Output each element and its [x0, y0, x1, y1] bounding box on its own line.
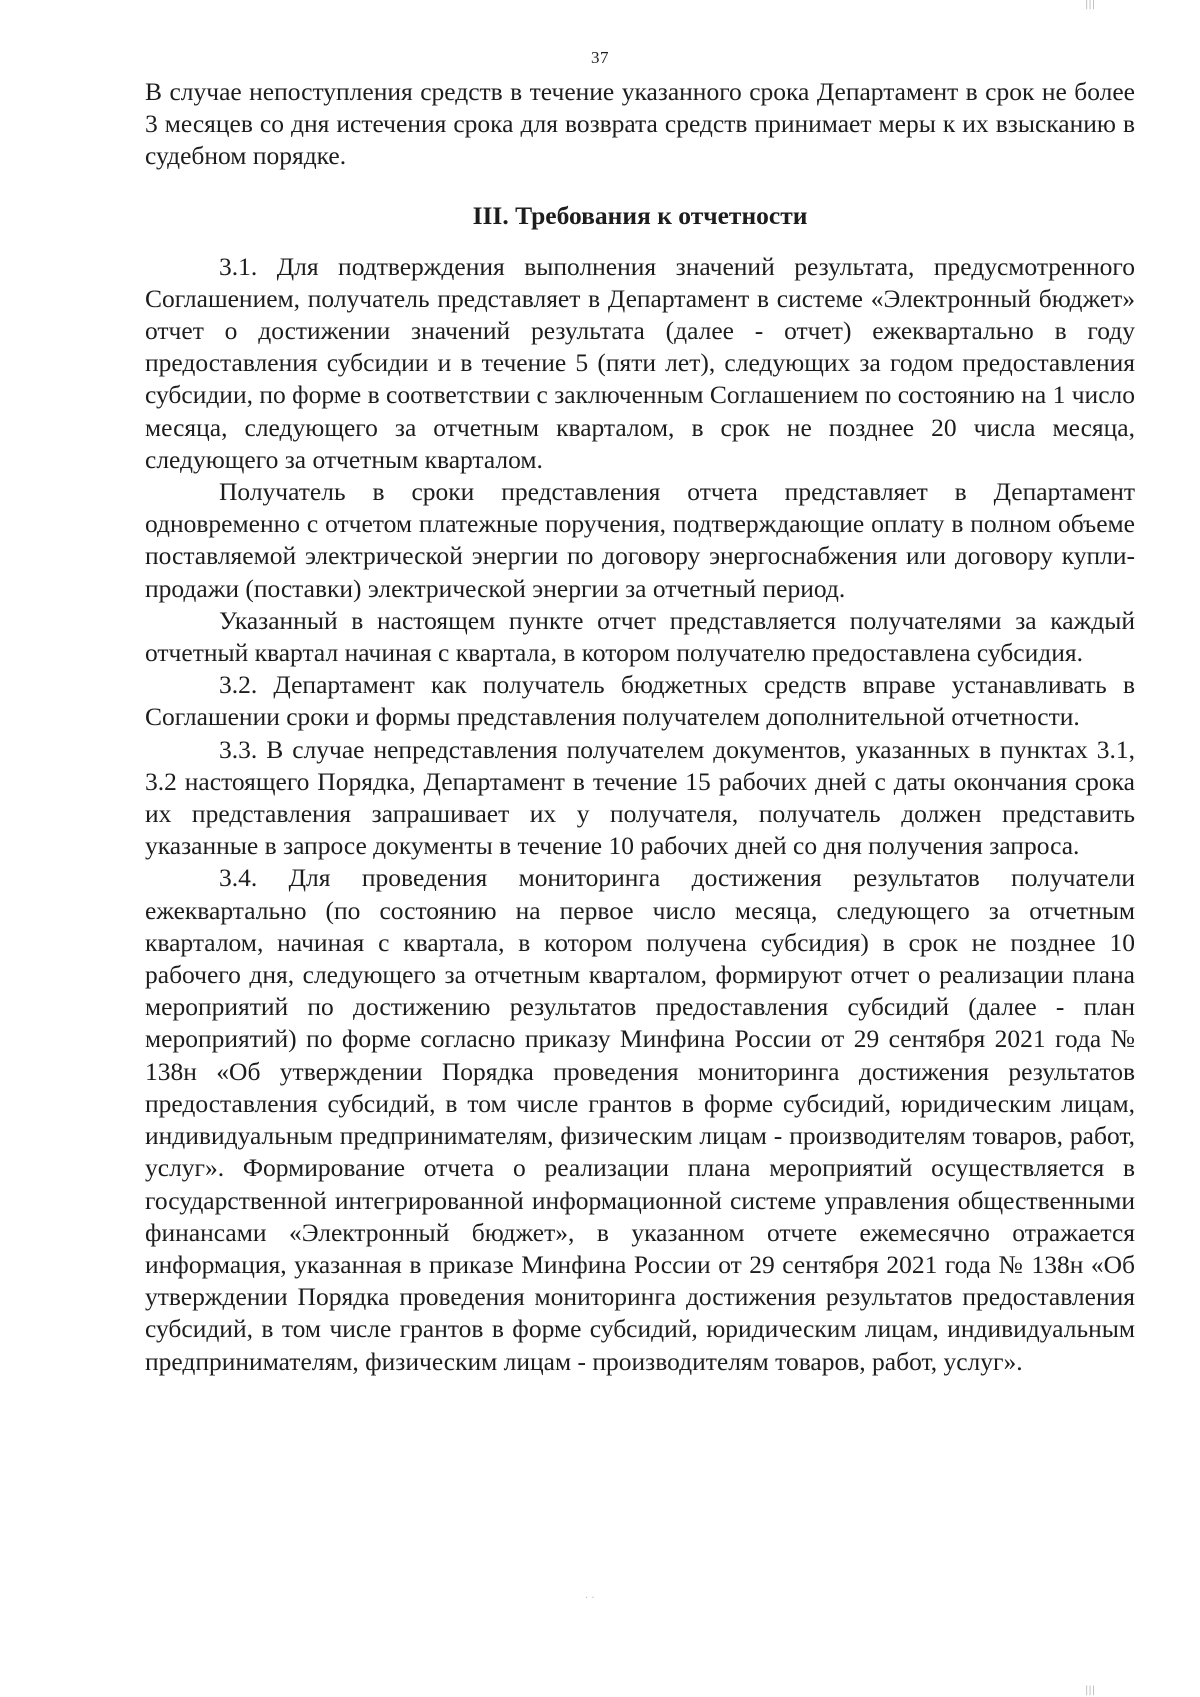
scan-artifact-center: · · [585, 1593, 595, 1604]
section-heading: III. Требования к отчетности [472, 200, 808, 230]
scan-artifact-top-right: ||| [1085, 0, 1096, 10]
paragraph-3-4: 3.4. Для проведения мониторинга достижения результатов получатели ежеквартально (по состоянию на первое число месяца, следующего за отчетным кварталом, начиная с квартала, в котором получена субсидия) в срок не позднее 10 рабочего дня, следующего за отчетным кварталом, формируют отчет о реализации плана мероприятий по достижению результатов предоставления субсидий (далее - план мероприятий) по форме согласно приказу Минфина России от 29 сентября 2021 года № 138н «Об утверждении Порядка проведения мониторинга достижения результатов предоставления субсидий, в том числе грантов в форме субсидий, юридическим лицам, индивидуальным предпринимателям, физическим лицам - производителям товаров, работ, услуг». Формирование отчета о реализации плана мероприятий осуществляется в государственной интегрированной информационной системе управления общественными финансами «Электронный бюджет», в указанном отчете ежемесячно отражается информация, указанная в приказе Минфина России от 29 сентября 2021 года № 138н «Об утверждении Порядка проведения мониторинга достижения результатов предоставления субсидий, в том числе грантов в форме субсидий, юридическим лицам, индивидуальным предпринимателям, физическим лицам - производителям товаров, работ, услуг». [145, 863, 1135, 1376]
page-number: 37 [591, 48, 609, 67]
paragraph-3-2: 3.2. Департамент как получатель бюджетных средств вправе устанавливать в Соглашении сроки и формы представления получателем дополнительной отчетности. [145, 670, 1135, 732]
paragraph-payment-orders: Получатель в сроки представления отчета представляет в Департамент одновременно с отчетом платежные поручения, подтверждающие оплату в полном объеме поставляемой электрической энергии по договору энергоснабжения или договору купли-продажи (поставки) электрической энергии за отчетный период. [145, 477, 1135, 603]
document-body [145, 76, 1135, 1378]
paragraph-3-1: 3.1. Для подтверждения выполнения значений результата, предусмотренного Соглашением, получатель представляет в Департамент в системе «Электронный бюджет» отчет о достижении значений результата (далее - отчет) ежеквартально в году предоставления субсидии и в течение 5 (пяти лет), следующих за годом предоставления субсидии, по форме в соответствии с заключенным Соглашением по состоянию на 1 число месяца, следующего за отчетным кварталом, в срок не позднее 20 числа месяца, следующего за отчетным кварталом. [145, 251, 1135, 474]
scan-artifact-bottom-right: ||| [1085, 1685, 1096, 1696]
intro-paragraph: В случае непоступления средств в течение указанного срока Департамент в срок не более 3 месяцев со дня истечения срока для возврата средств принимает меры к их взысканию в судебном порядке. [145, 77, 1135, 171]
paragraph-report-frequency: Указанный в настоящем пункте отчет представляется получателями за каждый отчетный квартал начиная с квартала, в котором получателю предоставлена субсидия. [145, 605, 1135, 668]
paragraph-3-3: 3.3. В случае непредставления получателем документов, указанных в пунктах 3.1, 3.2 настоящего Порядка, Департамент в течение 15 рабочих дней с даты окончания срока их представления запрашивает их у получателя, получатель должен представить указанные в запросе документы в течение 10 рабочих дней со дня получения запроса. [145, 734, 1135, 861]
